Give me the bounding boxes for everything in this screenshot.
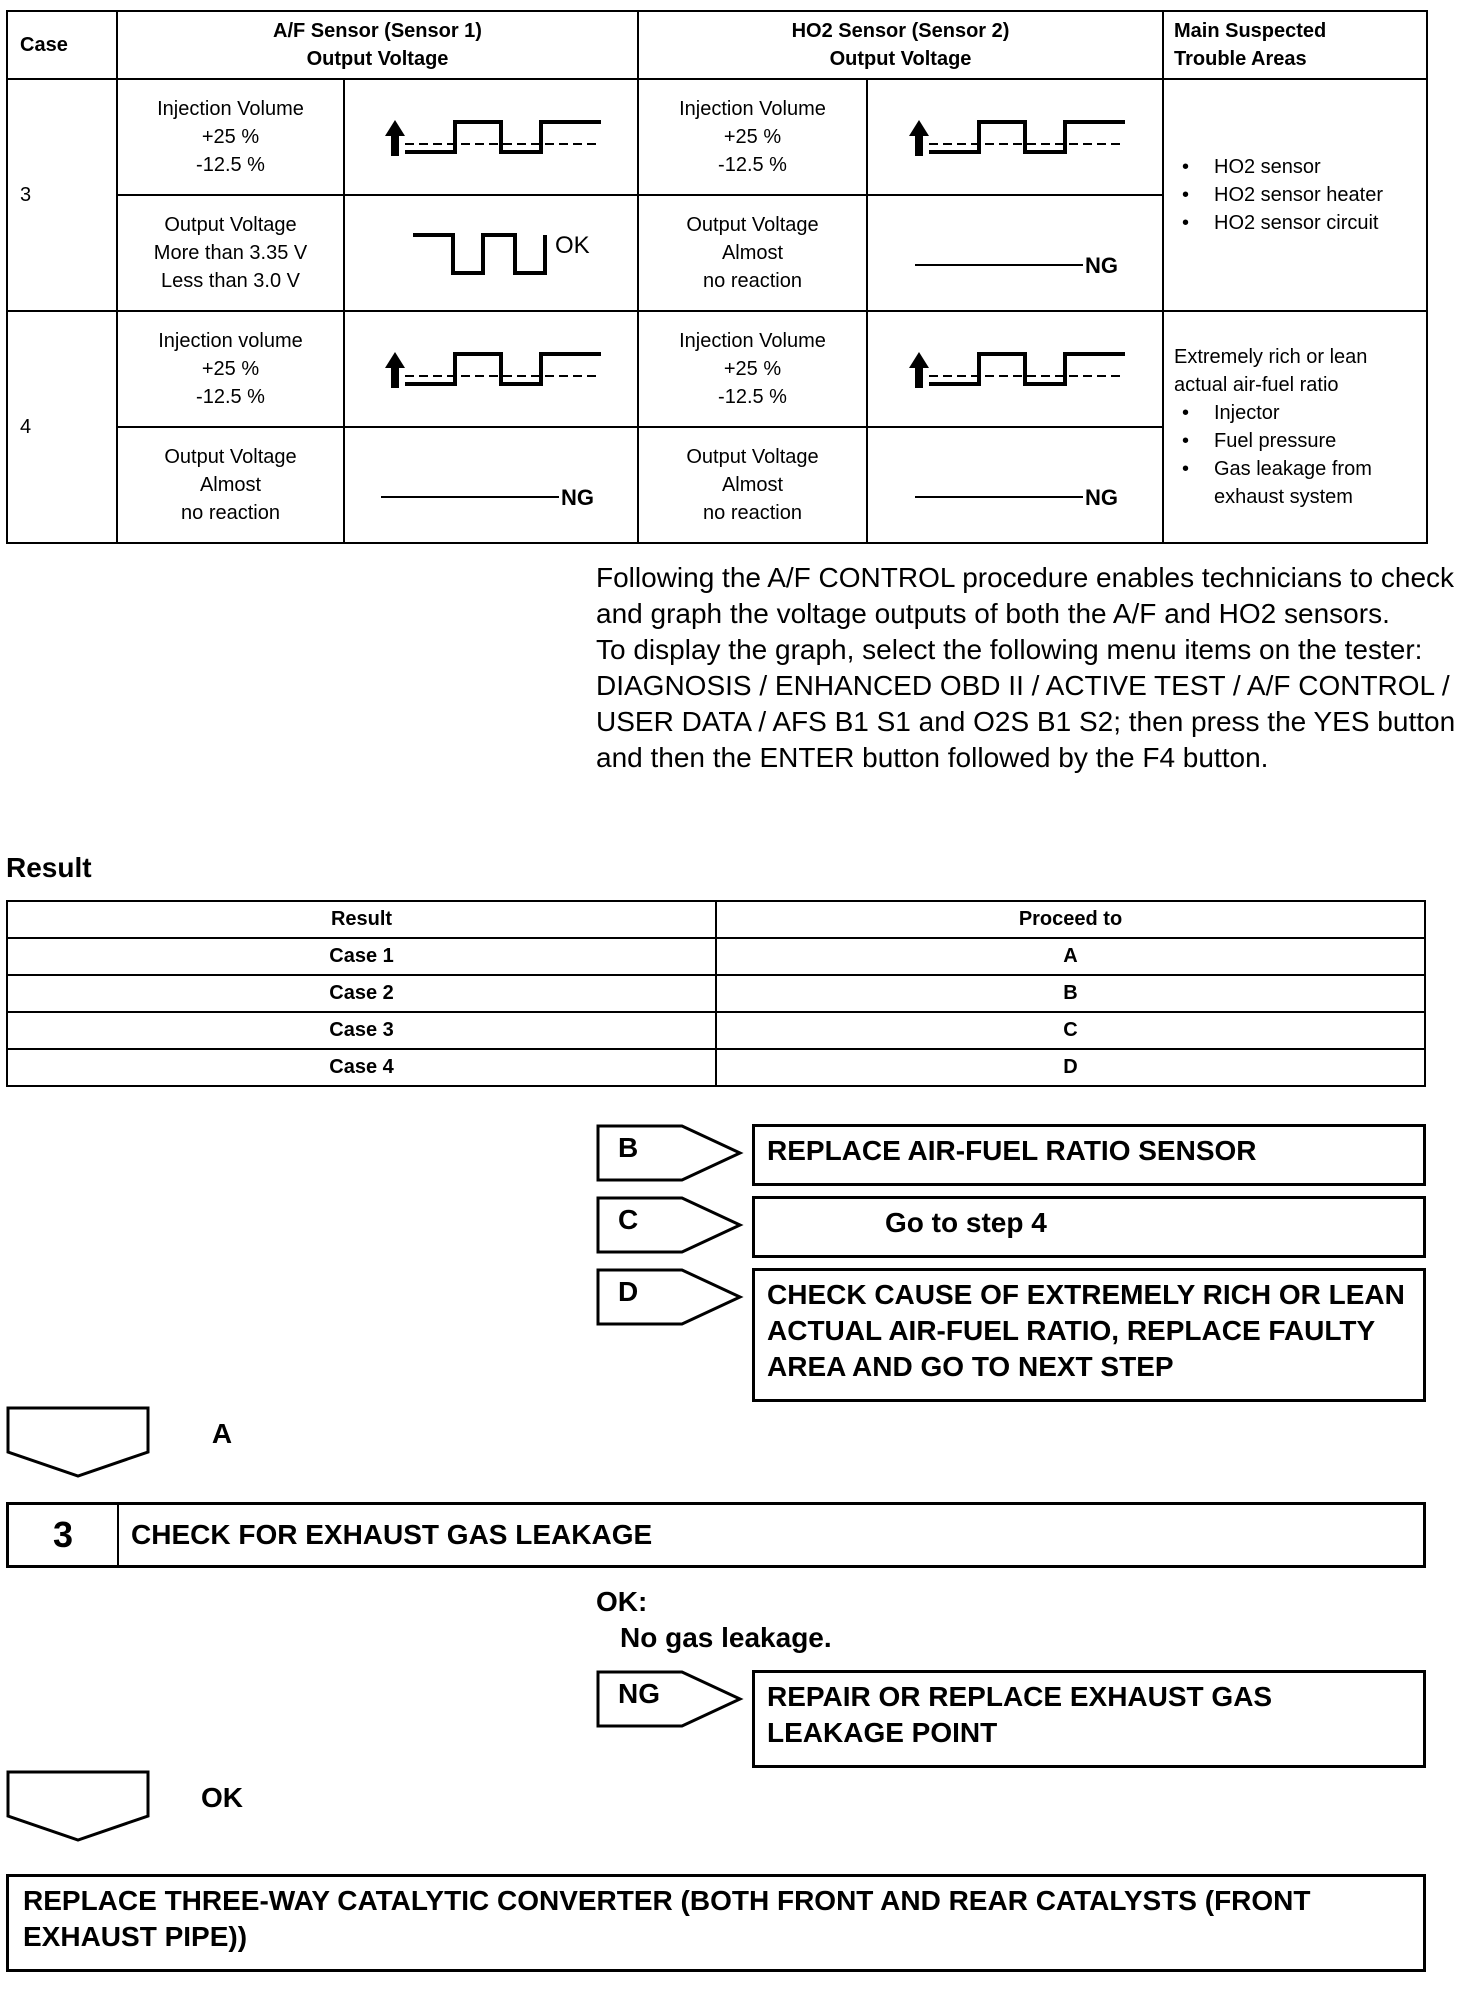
step-number: 3 — [9, 1505, 119, 1565]
header-af-sensor: A/F Sensor (Sensor 1) Output Voltage — [117, 11, 638, 79]
af-injection-label: Injection Volume +25 % -12.5 % — [117, 79, 344, 195]
flow-tag-a: A — [6, 1406, 150, 1478]
result-table-header: Result Proceed to — [7, 901, 1425, 938]
instruction-paragraph — [596, 560, 1456, 776]
action-replace-catalytic-converter: REPLACE THREE-WAY CATALYTIC CONVERTER (BOTH FRONT AND REAR CATALYSTS (FRONT EXHAUST PIPE)) — [6, 1874, 1426, 1972]
ho2-output-label: Output Voltage Almost no reaction — [638, 427, 867, 543]
table-row: Case 3 C — [7, 1012, 1425, 1049]
flow-tag-b: B — [596, 1124, 744, 1182]
result-heading: Result — [6, 852, 92, 883]
judgement-ok: OK — [555, 232, 590, 259]
step-title: CHECK FOR EXHAUST GAS LEAKAGE — [131, 1519, 653, 1550]
af-output-label: Output Voltage More than 3.35 V Less than 3.0 V — [117, 195, 344, 311]
header-trouble-areas: Main Suspected Trouble Areas — [1163, 11, 1427, 79]
case-number: 3 — [7, 79, 117, 311]
case-number: 4 — [7, 311, 117, 543]
af-output-waveform — [344, 195, 638, 311]
injection-waveform — [867, 79, 1163, 195]
table-row: Case 4 D — [7, 1049, 1425, 1086]
ho2-output-label: Output Voltage Almost no reaction — [638, 195, 867, 311]
action-repair-leakage: REPAIR OR REPLACE EXHAUST GAS LEAKAGE POINT — [752, 1670, 1426, 1768]
table-row: Case 2 B — [7, 975, 1425, 1012]
flow-tag-ng: NG — [596, 1670, 744, 1728]
case-table-header — [7, 11, 1427, 79]
flow-tag-ok: OK — [6, 1770, 150, 1842]
header-ho2-sensor: HO2 Sensor (Sensor 2) Output Voltage — [638, 11, 1163, 79]
paragraph-menu-path: To display the graph, select the following menu items on the tester: DIAGNOSIS / ENHANCED OBD II / ACTIVE TEST / A/F CONTROL / USER DATA / AFS B1 S1 and O2S B1 S2; then press the YES button and then the ENTER button followed by the F4 button. — [596, 634, 1456, 773]
action-replace-af-sensor: REPLACE AIR-FUEL RATIO SENSOR — [752, 1124, 1426, 1186]
step-3-box — [6, 1502, 1426, 1568]
injection-waveform — [344, 311, 638, 427]
ho2-injection-label: Injection Volume +25 % -12.5 % — [638, 311, 867, 427]
result-table — [6, 900, 1426, 1087]
case-row-injection — [7, 79, 1427, 195]
action-go-to-step-4: Go to step 4 — [752, 1196, 1426, 1258]
action-check-rich-lean: CHECK CAUSE OF EXTREMELY RICH OR LEAN ACTUAL AIR-FUEL RATIO, REPLACE FAULTY AREA AND GO TO NEXT STEP — [752, 1268, 1426, 1402]
af-output-flatline — [344, 427, 638, 543]
judgement-ng: NG — [1085, 253, 1118, 278]
flow-tag-d: D — [596, 1268, 744, 1326]
judgement-ng: NG — [561, 485, 594, 510]
injection-waveform — [867, 311, 1163, 427]
header-case: Case — [7, 11, 117, 79]
ho2-injection-label: Injection Volume +25 % -12.5 % — [638, 79, 867, 195]
trouble-areas: • HO2 sensor • HO2 sensor heater • HO2 sensor circuit — [1163, 79, 1427, 311]
trouble-areas: Extremely rich or lean actual air-fuel ratio • Injector • Fuel pressure • Gas leakage from exhaust system — [1163, 311, 1427, 543]
ok-criteria: OK: No gas leakage. — [596, 1586, 832, 1653]
injection-waveform — [344, 79, 638, 195]
judgement-ng: NG — [1085, 485, 1118, 510]
case-row-injection — [7, 311, 1427, 427]
ho2-output-flatline — [867, 427, 1163, 543]
case-table — [6, 10, 1428, 544]
flow-tag-c: C — [596, 1196, 744, 1254]
af-output-label: Output Voltage Almost no reaction — [117, 427, 344, 543]
af-injection-label: Injection volume +25 % -12.5 % — [117, 311, 344, 427]
table-row: Case 1 A — [7, 938, 1425, 975]
paragraph-intro: Following the A/F CONTROL procedure enables technicians to check and graph the voltage outputs of both the A/F and HO2 sensors. — [596, 562, 1455, 629]
ho2-output-flatline — [867, 195, 1163, 311]
